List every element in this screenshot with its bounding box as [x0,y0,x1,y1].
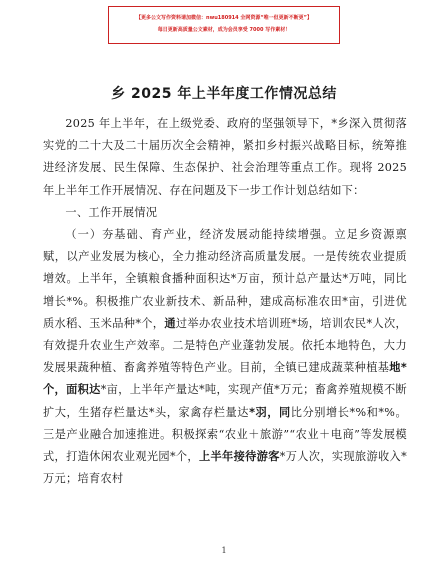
paragraph-1-text-d: 比分别增长*%和*%。三是产业融合加速推进。积极探索“农业＋旅游”“农业＋电商”等发展模式，打造休闲农业观光园*个， [43,405,407,464]
page-number: 1 [221,546,227,555]
bold-text-a: 通 [164,316,176,330]
paragraph-1-text-e: *万人次，实现旅游收入*万元；培育农村 [43,450,407,486]
promo-banner-line-1: 【更多公文写作资料请加微信：nwu180914 全网资源“唯一但更新不断更”】 [136,15,312,21]
document-title: 乡 2025 年上半年度工作情况总结 [111,86,337,102]
document-body [43,113,407,490]
intro-paragraph: 2025 年上半年，在上级党委、政府的坚强领导下，*乡深入贯彻落实党的二十大及二十届历次全会精神，紧扣乡村振兴战略目标，统筹推进经济发展、民生保障、生态保护、社会治理等重点工作。现将 2025 年上半年工作开展情况、存在问题及下一步工作计划总结如下： [43,117,407,197]
promo-banner-line-2: 每日更新高质量公文素材，成为会员享受 7000 写作素材！ [157,27,291,33]
paragraph-1-text-c: *亩，上半年产量达*吨，实现产值*万元；畜禽养殖规模不断扩大，生猪存栏量达*头，家禽存栏量达 [43,383,407,419]
bold-text-d: 上半年接待游客 [198,450,280,464]
paragraph-1-text-b: 过举办农业技术培训班*场，培训农民*人次，有效提升农业生产效率。二是特色产业蓬勃发展。依托本地特色，大力发展果蔬种植、畜禽养殖等特色产业。目前，全镇已建成蔬菜种植基 [43,316,407,375]
section-heading-1: 一、工作开展情况 [65,205,158,219]
paragraph-1 [43,224,407,490]
promo-banner [108,6,340,44]
bold-text-c: *羽，同 [249,405,291,419]
paragraph-1-text-a: （一）夯基础、育产业，经济发展动能持续增强。立足乡资源禀赋，以产业发展为核心，全力推动经济高质量发展。一是传统农业提质增效。上半年，全镇粮食播种面积达*万亩，预计总产量达*万吨，同比增长*%。积极推广农业新技术、新品种，建成高标准农田*亩，引进优质水稻、玉米品种*个， [43,228,407,330]
bold-text-b: 地*个，面积达 [43,361,407,397]
